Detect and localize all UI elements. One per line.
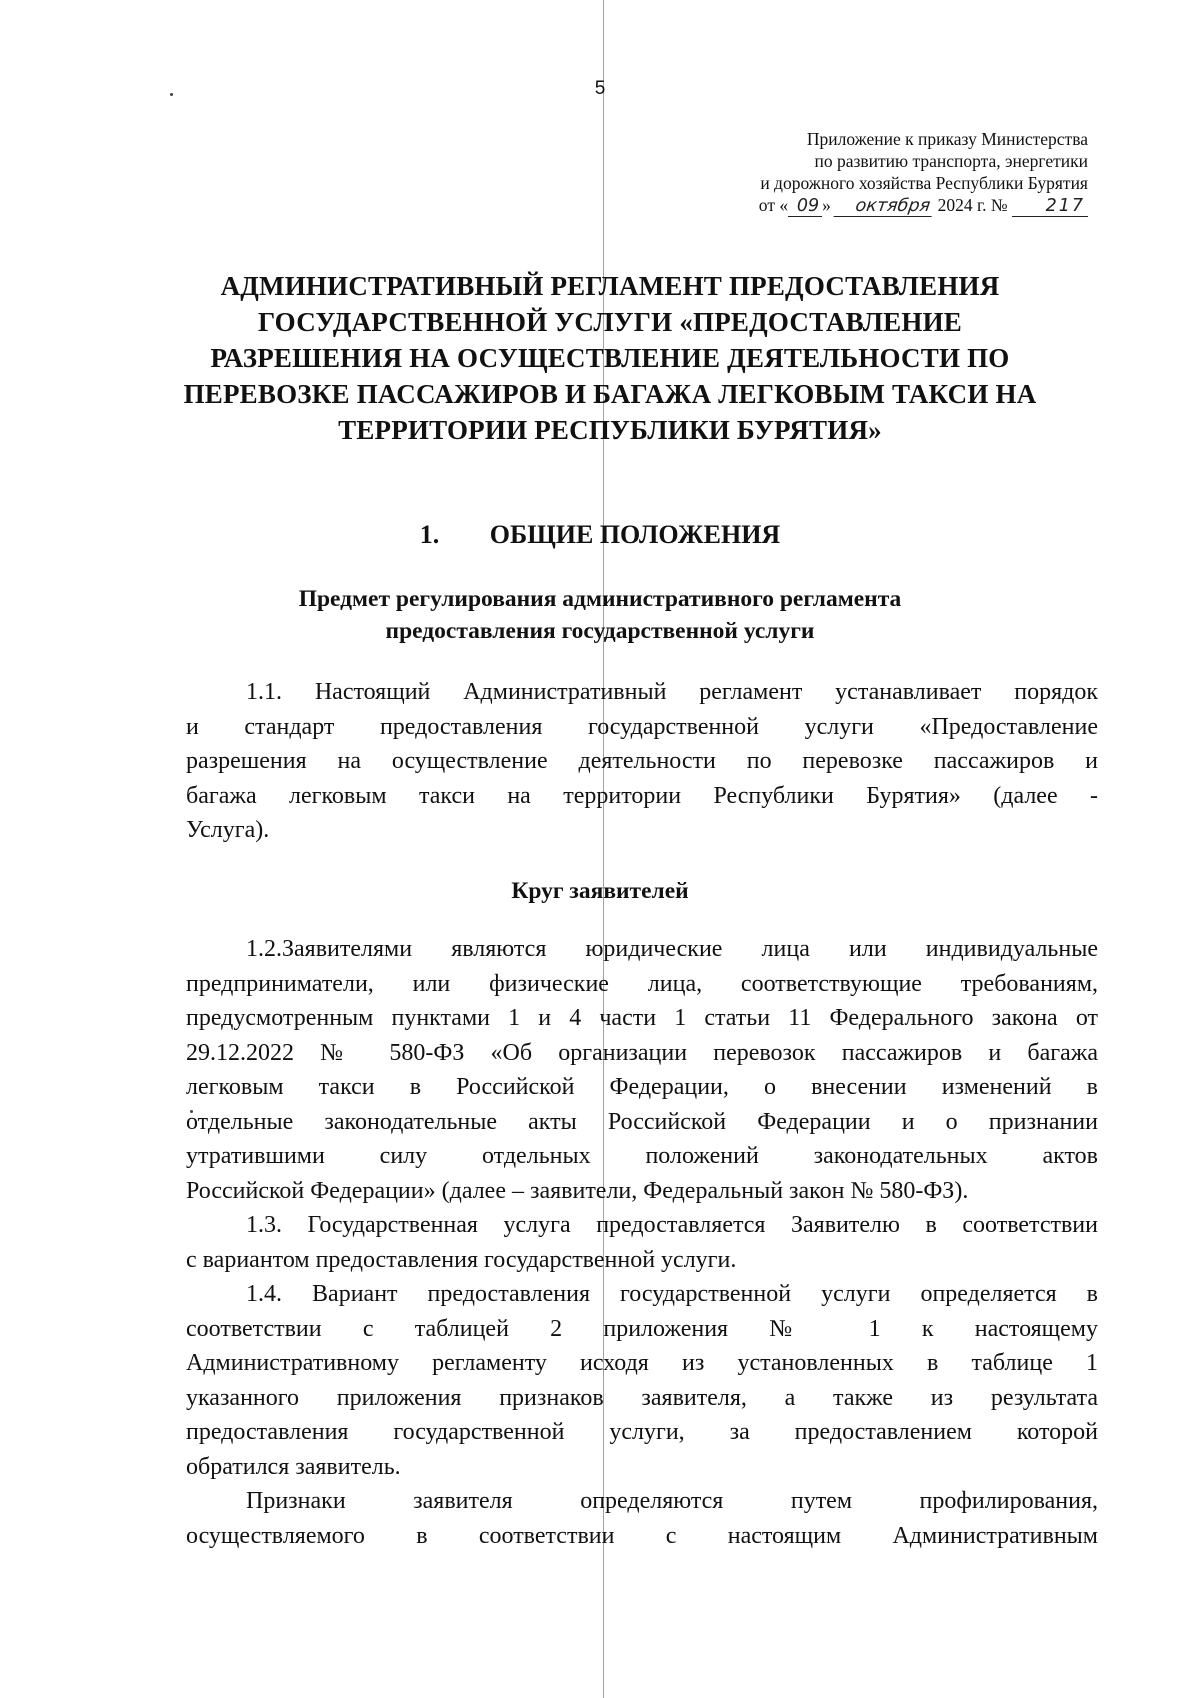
text-line: 1.4. Вариант предоставления государственной услуги определяется в [246, 1281, 1098, 1307]
text-line: предприниматели, или физические лица, соответствующие требованиям, [186, 970, 1098, 997]
text-line: осуществляемого в соответствии с настоящим Административным [186, 1522, 1098, 1549]
text-line: указанного приложения признаков заявителя, а также из результата [186, 1384, 1098, 1411]
text-line: предусмотренным пунктами 1 и 4 части 1 статьи 11 Федерального закона от [186, 1005, 1098, 1031]
text-line: Российской Федерации» (далее – заявители, Федеральный закон № 580-ФЗ). [186, 1177, 969, 1204]
page-number: 5 [594, 78, 606, 99]
text-line: предоставления государственной услуги, за предоставлением которой [186, 1419, 1098, 1445]
text-line: и стандарт предоставления государственной услуги «Предоставление [186, 713, 1098, 740]
section-title: ОБЩИЕ ПОЛОЖЕНИЯ [489, 520, 781, 549]
subheading-2-line-1: Круг заявителей [511, 878, 689, 904]
title-line-5: ТЕРРИТОРИИ РЕСПУБЛИКИ БУРЯТИЯ» [338, 415, 882, 445]
text-line: 29.12.2022 № 580-ФЗ «Об организации перевозок пассажиров и багажа [186, 1039, 1098, 1066]
text-line: Услуга). [186, 817, 270, 843]
title-line-4: ПЕРЕВОЗКЕ ПАССАЖИРОВ И БАГАЖА ЛЕГКОВЫМ ТАКСИ НА [183, 379, 1037, 409]
section-number: 1. [419, 520, 440, 549]
appendix-note [568, 128, 1088, 217]
text-line: с вариантом предоставления государственной услуги. [186, 1246, 737, 1273]
date-mid: » [822, 195, 836, 215]
title-line-1: АДМИНИСТРАТИВНЫЙ РЕГЛАМЕНТ ПРЕДОСТАВЛЕНИЯ [220, 271, 1000, 301]
text-line: 1.1. Настоящий Административный регламент устанавливает порядок [246, 679, 1098, 705]
date-prefix: от « [758, 195, 789, 215]
title-line-3: РАЗРЕШЕНИЯ НА ОСУЩЕСТВЛЕНИЕ ДЕЯТЕЛЬНОСТИ ПО [210, 343, 1010, 373]
appendix-line-3: и дорожного хозяйства Республики Бурятия [760, 173, 1088, 193]
date-suffix: 2024 г. № [933, 195, 1012, 215]
paragraphs-1-2-to-1-4 [186, 932, 1098, 1553]
appendix-date-line [568, 194, 1088, 217]
text-line: Признаки заявителя определяются путем профилирования, [246, 1488, 1098, 1514]
handwritten-day: 09 [788, 196, 822, 217]
subheading-applicants [160, 875, 1040, 907]
appendix-line-1: Приложение к приказу Министерства [806, 129, 1088, 149]
section-heading [0, 520, 1200, 550]
title-line-2: ГОСУДАРСТВЕННОЙ УСЛУГИ «ПРЕДОСТАВЛЕНИЕ [257, 307, 963, 337]
subheading-1-line-1: Предмет регулирования административного регламента [298, 586, 902, 612]
text-line: утратившими силу отдельных положений законодательных актов [186, 1143, 1098, 1169]
text-line: Административному регламенту исходя из установленных в таблице 1 [186, 1350, 1098, 1376]
text-line: соответствии с таблицей 2 приложения № 1 к настоящему [186, 1315, 1098, 1342]
text-line: отдельные законодательные акты Российской Федерации и о признании [186, 1108, 1098, 1135]
text-line: 1.3. Государственная услуга предоставляется Заявителю в соответствии [246, 1212, 1098, 1238]
paragraph-1-1 [186, 675, 1098, 848]
appendix-line-2: по развитию транспорта, энергетики [814, 151, 1088, 171]
handwritten-order-number: 217 [1012, 196, 1088, 217]
handwritten-month: октября [834, 196, 935, 217]
subheading-1-line-2: предоставления государственной услуги [385, 618, 815, 644]
subheading-subject [160, 583, 1040, 647]
text-line: обратился заявитель. [186, 1453, 401, 1480]
text-line: разрешения на осуществление деятельности по перевозке пассажиров и [186, 748, 1098, 774]
text-line: легковым такси в Российской Федерации, о внесении изменений в [186, 1074, 1098, 1100]
document-title [160, 268, 1060, 448]
text-line: багажа легковым такси на территории Республики Бурятия» (далее - [186, 782, 1098, 809]
text-line: 1.2.Заявителями являются юридические лица или индивидуальные [246, 936, 1098, 962]
